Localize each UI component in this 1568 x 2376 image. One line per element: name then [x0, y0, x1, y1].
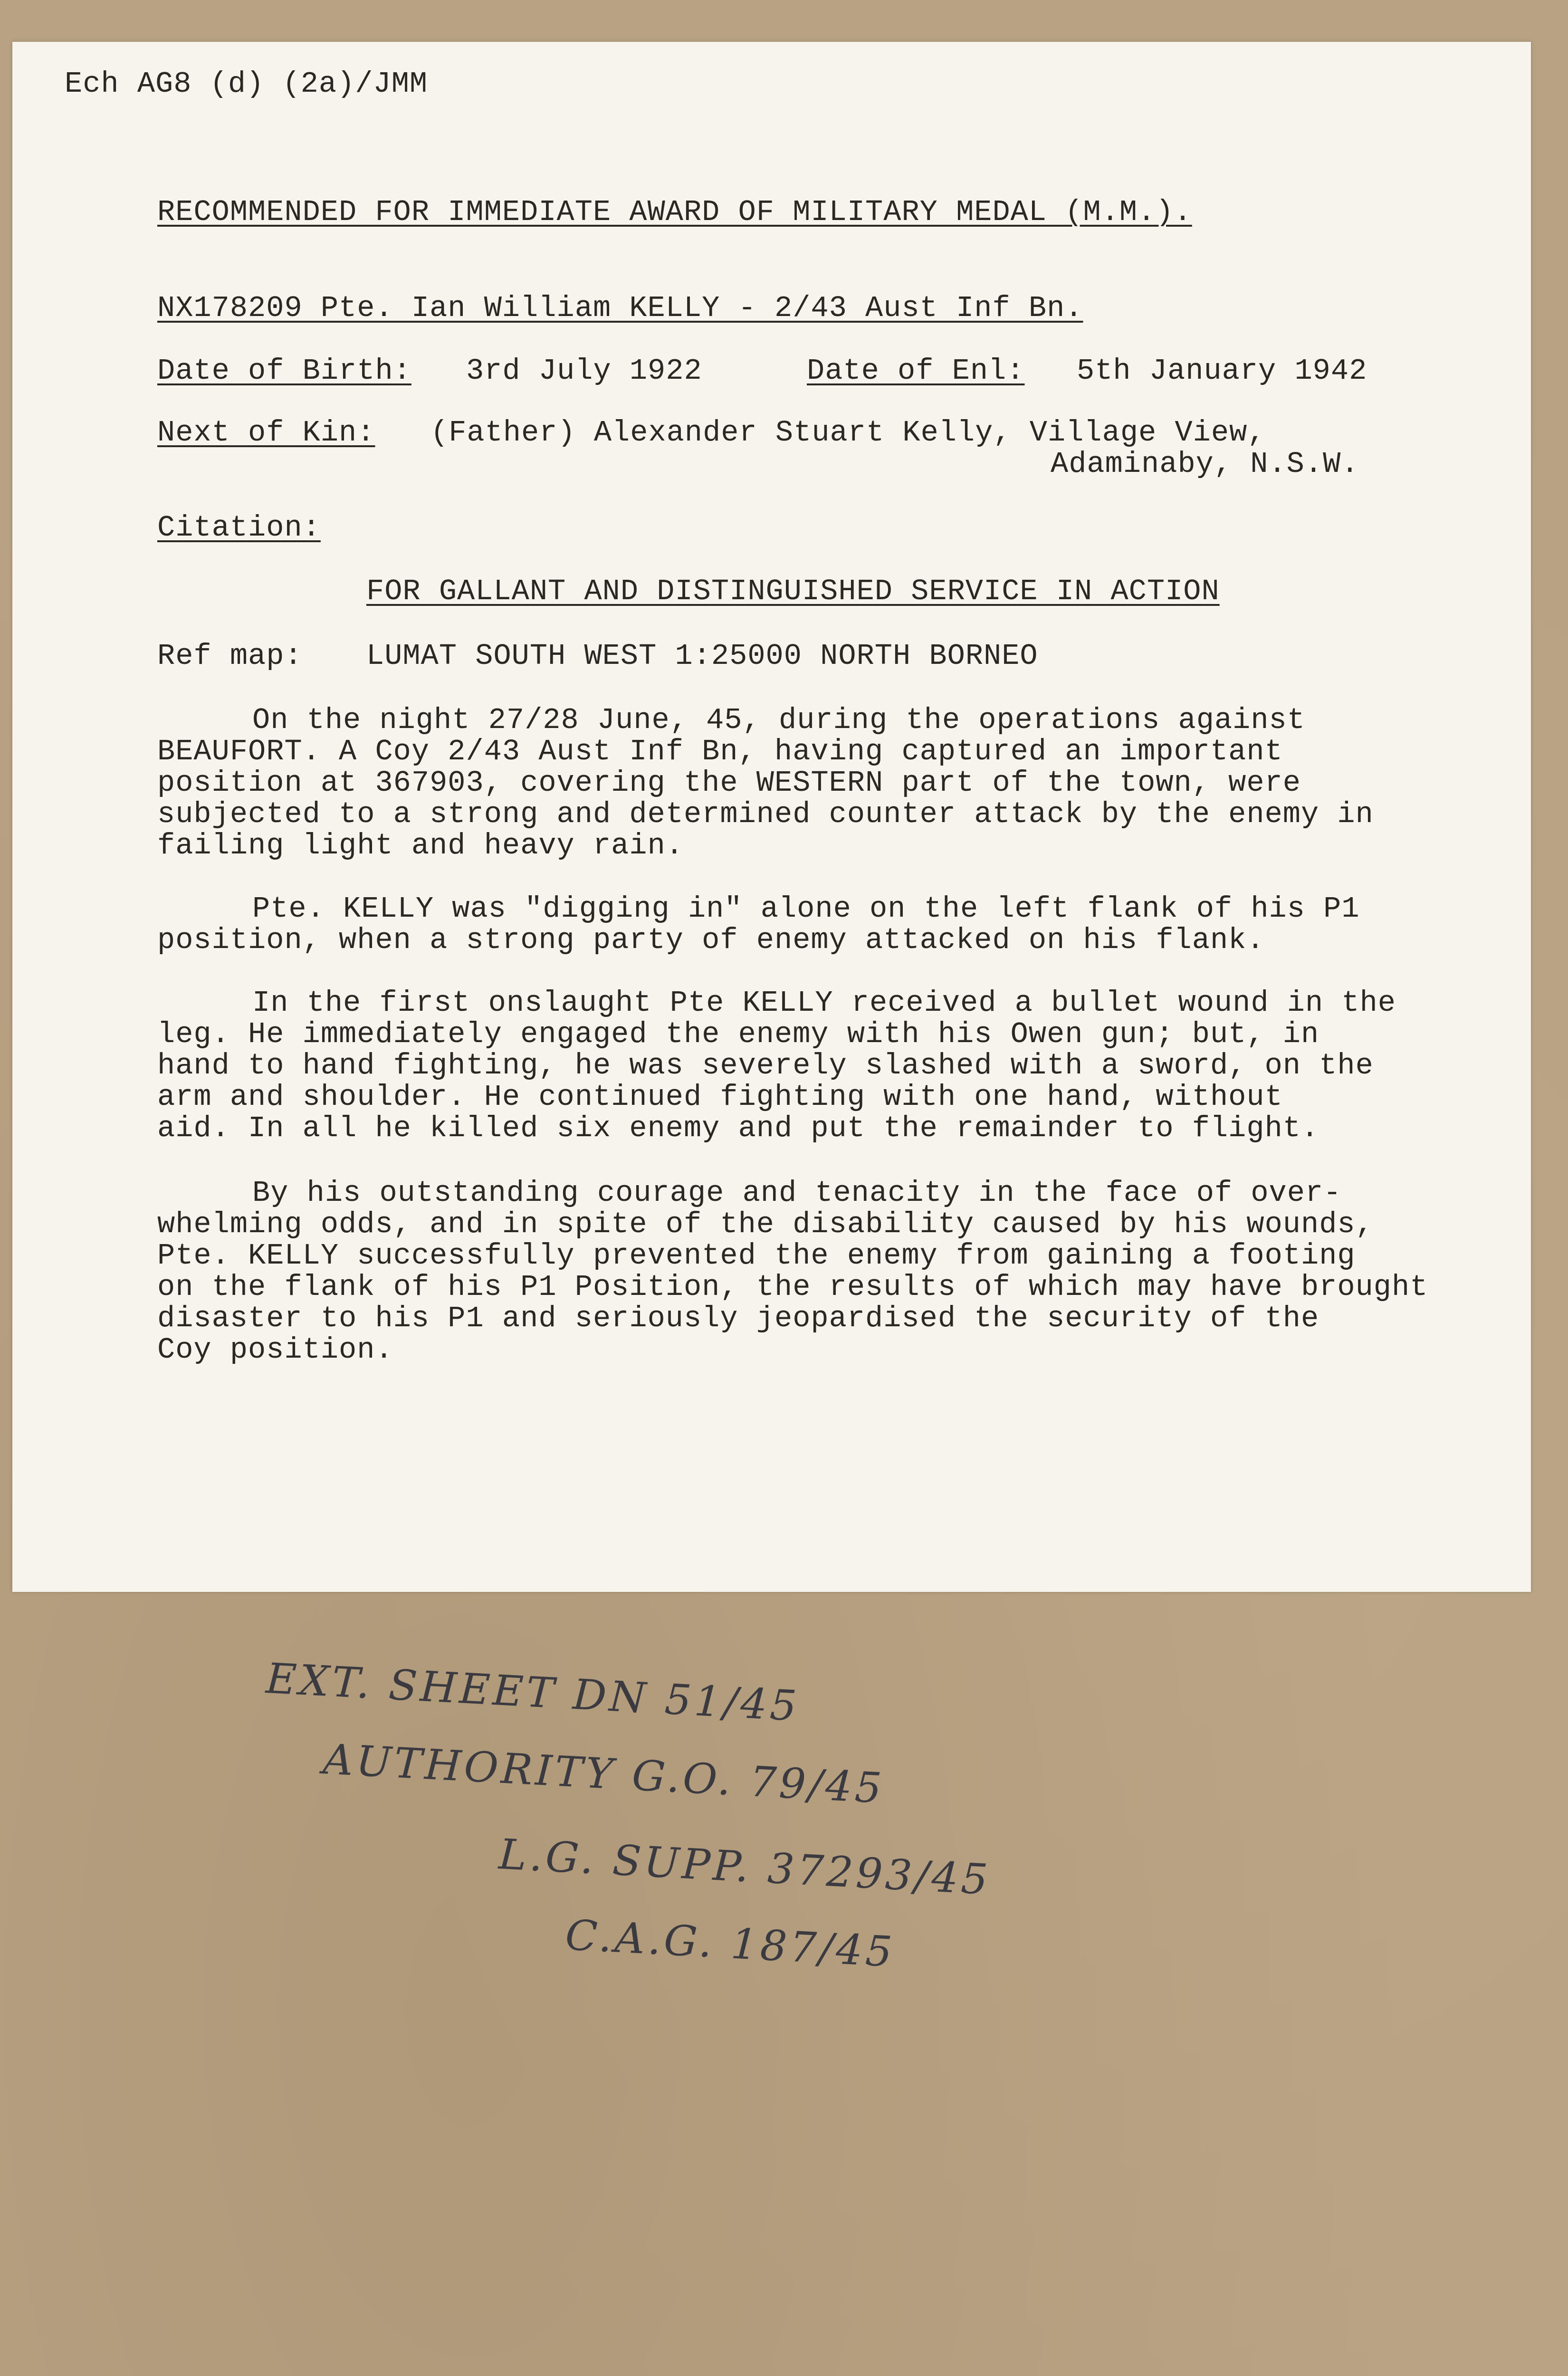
- enlistment-label: Date of Enl:: [807, 354, 1025, 388]
- handwritten-cag: C.A.G. 187/45: [564, 1910, 897, 1977]
- document-heading: RECOMMENDED FOR IMMEDIATE AWARD OF MILITARY MEDAL (M.M.).: [157, 195, 1192, 229]
- citation-paragraph-2: Pte. KELLY was "digging in" alone on the left flank of his P1 position, when a strong party of enemy attacked on his flank.: [157, 892, 1360, 957]
- citation-paragraph-1: On the night 27/28 June, 45, during the operations against BEAUFORT. A Coy 2/43 Aust Inf Bn, having captured an important position at 367903, covering the WESTERN part of the town, were subjected to a strong and determined counter attack by the enemy in failing light and heavy rain.: [157, 703, 1374, 862]
- ref-map-value: LUMAT SOUTH WEST 1:25000 NORTH BORNEO: [366, 639, 1038, 673]
- next-of-kin-label: Next of Kin:: [157, 416, 375, 450]
- dob-value: 3rd July 1922: [466, 354, 702, 388]
- citation-paragraph-4: By his outstanding courage and tenacity in the face of over- whelming odds, and in spite of the disability caused by his wounds, Pte. KELLY successfully prevented the enemy from gaining a footing on the flank of his P1 Position, the results of which may have brought disaster to his P1 and seriously jeopardised the security of the Coy position.: [157, 1176, 1428, 1367]
- citation-label: Citation:: [157, 511, 321, 545]
- typed-document-sheet: [12, 42, 1531, 1592]
- file-reference: Ech AG8 (d) (2a)/JMM: [65, 67, 428, 101]
- next-of-kin-line1: (Father) Alexander Stuart Kelly, Village View,: [430, 416, 1266, 450]
- citation-heading: FOR GALLANT AND DISTINGUISHED SERVICE IN ACTION: [366, 575, 1220, 608]
- soldier-line: NX178209 Pte. Ian William KELLY - 2/43 Aust Inf Bn.: [157, 291, 1083, 325]
- next-of-kin-line2: Adaminaby, N.S.W.: [1051, 447, 1359, 481]
- citation-paragraph-3: In the first onslaught Pte KELLY received a bullet wound in the leg. He immediately engaged the enemy with his Owen gun; but, in hand to hand fighting, he was severely slashed with a sword, on the arm and shoulder. He continued fighting with one hand, without aid. In all he killed six enemy and put the remainder to flight.: [157, 986, 1396, 1145]
- handwritten-lg-supp: L.G. SUPP. 37293/45: [497, 1830, 992, 1905]
- ref-map-label: Ref map:: [157, 639, 303, 673]
- handwritten-authority: AUTHORITY G.O. 79/45: [322, 1734, 886, 1813]
- dob-label: Date of Birth:: [157, 354, 411, 388]
- handwritten-ext-sheet: EXT. SHEET DN 51/45: [265, 1654, 801, 1731]
- enlistment-value: 5th January 1942: [1077, 354, 1367, 388]
